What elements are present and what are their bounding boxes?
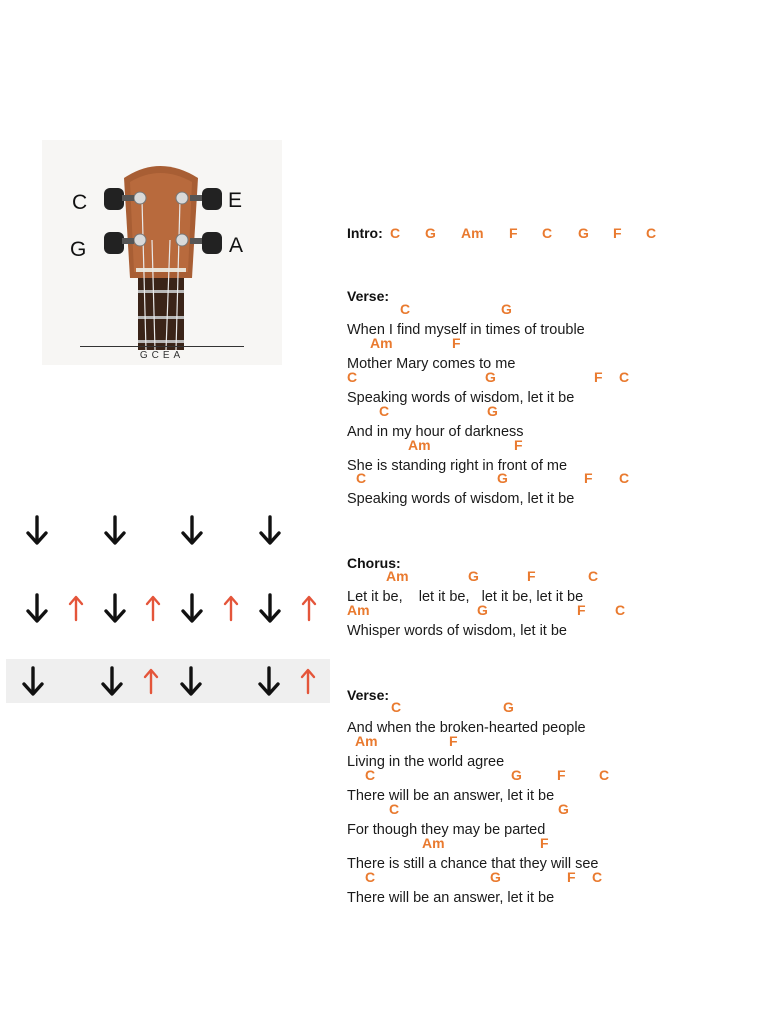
chord-label: C — [619, 369, 630, 385]
chord-label: Am — [422, 835, 445, 851]
down-strum-arrow-icon — [255, 512, 285, 548]
lyric-line: She is standing right in front of me — [347, 458, 568, 474]
chord-label: F — [577, 602, 586, 618]
down-strum-arrow-icon — [100, 512, 130, 548]
chord-label: G — [503, 699, 514, 715]
strum-pattern-2 — [6, 586, 330, 630]
chord-label: F — [540, 835, 549, 851]
chord-label: F — [567, 869, 576, 885]
chord-label: Am — [347, 602, 370, 618]
chord-label: C — [389, 801, 400, 817]
down-strum-arrow-icon — [100, 590, 130, 626]
lyric-line: Let it be, let it be, let it be, let it be — [347, 589, 584, 605]
chord-label: F — [557, 767, 566, 783]
chord-label: F — [449, 733, 458, 749]
down-strum-arrow-icon — [177, 512, 207, 548]
chord-label: G — [468, 568, 479, 584]
intro-chord: C — [646, 225, 657, 241]
intro-chord: Am — [461, 225, 484, 241]
up-strum-arrow-icon — [216, 590, 246, 626]
chord-label: G — [485, 369, 496, 385]
up-strum-arrow-icon — [61, 590, 91, 626]
down-strum-arrow-icon — [176, 663, 206, 699]
up-strum-arrow-icon — [293, 663, 323, 699]
lyric-line: There will be an answer, let it be — [347, 890, 555, 906]
chord-label: G — [487, 403, 498, 419]
chord-label: Am — [386, 568, 409, 584]
tuning-letter-g: G — [70, 238, 87, 261]
verse1-label: Verse: — [347, 288, 390, 304]
lyric-line: Mother Mary comes to me — [347, 356, 516, 372]
up-strum-arrow-icon — [136, 663, 166, 699]
lyric-line: And when the broken-hearted people — [347, 720, 586, 736]
strum-pattern-3 — [6, 659, 330, 703]
down-strum-arrow-icon — [255, 590, 285, 626]
lyric-line: There is still a chance that they will see — [347, 856, 599, 872]
ukulele-headstock-figure — [42, 140, 282, 365]
tuning-divider — [80, 346, 244, 347]
strum-pattern-1 — [6, 508, 330, 552]
chord-label: Am — [370, 335, 393, 351]
tuning-letter-a: A — [229, 234, 244, 257]
lyric-line: Whisper words of wisdom, let it be — [347, 623, 567, 639]
intro-chord: G — [425, 225, 436, 241]
intro-chord: C — [542, 225, 553, 241]
chord-label: C — [599, 767, 610, 783]
chord-label: C — [379, 403, 390, 419]
chord-label: C — [619, 470, 630, 486]
verse2-label: Verse: — [347, 687, 390, 703]
intro-chord: C — [390, 225, 401, 241]
tuning-letter-c: C — [72, 191, 88, 214]
chord-label: G — [477, 602, 488, 618]
down-strum-arrow-icon — [18, 663, 48, 699]
chord-label: C — [592, 869, 603, 885]
chord-label: Am — [355, 733, 378, 749]
chord-label: C — [615, 602, 626, 618]
lyric-line: And in my hour of darkness — [347, 424, 524, 440]
lyric-line: For though they may be parted — [347, 822, 546, 838]
chord-label: F — [594, 369, 603, 385]
chord-label: F — [452, 335, 461, 351]
lyric-line: When I find myself in times of trouble — [347, 322, 585, 338]
chord-label: C — [588, 568, 599, 584]
chord-label: C — [365, 869, 376, 885]
chord-label: Am — [408, 437, 431, 453]
down-strum-arrow-icon — [22, 590, 52, 626]
chord-label: G — [511, 767, 522, 783]
up-strum-arrow-icon — [138, 590, 168, 626]
chord-label: C — [356, 470, 367, 486]
chord-label: G — [497, 470, 508, 486]
chord-label: G — [501, 301, 512, 317]
up-strum-arrow-icon — [294, 590, 324, 626]
intro-chord: F — [509, 225, 518, 241]
tuning-caption: GCEA — [139, 350, 185, 361]
chord-label: G — [490, 869, 501, 885]
lyric-line: Living in the world agree — [347, 754, 505, 770]
chord-label: C — [365, 767, 376, 783]
intro-chord: F — [613, 225, 622, 241]
lyric-line: Speaking words of wisdom, let it be — [347, 491, 575, 507]
chord-label: F — [527, 568, 536, 584]
down-strum-arrow-icon — [22, 512, 52, 548]
lyric-line: There will be an answer, let it be — [347, 788, 555, 804]
chord-label: C — [400, 301, 411, 317]
chord-label: C — [347, 369, 358, 385]
intro-label: Intro: — [347, 225, 383, 241]
down-strum-arrow-icon — [97, 663, 127, 699]
chord-label: F — [584, 470, 593, 486]
intro-chord: G — [578, 225, 589, 241]
chord-label: C — [391, 699, 402, 715]
down-strum-arrow-icon — [177, 590, 207, 626]
down-strum-arrow-icon — [254, 663, 284, 699]
chord-label: G — [558, 801, 569, 817]
chorus-label: Chorus: — [347, 555, 401, 571]
tuning-letter-e: E — [228, 189, 243, 212]
lyric-line: Speaking words of wisdom, let it be — [347, 390, 575, 406]
chord-label: F — [514, 437, 523, 453]
